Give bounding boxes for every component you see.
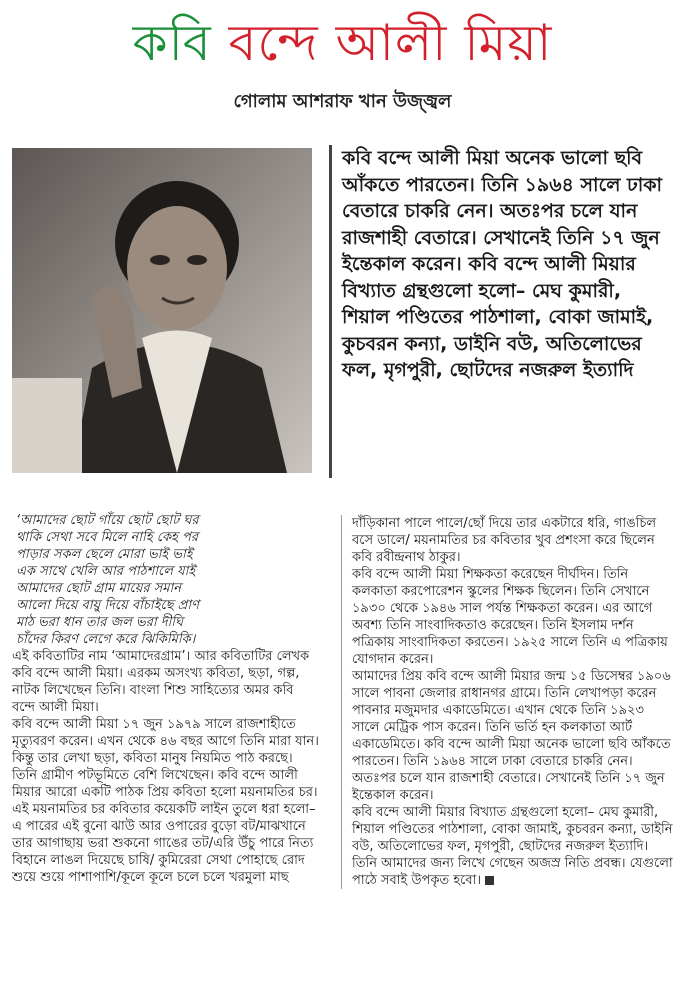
intro-highlight — [329, 145, 675, 478]
final-paragraph-text: কবি বন্দে আলী মিয়ার বিখ্যাত গ্রন্থগুলো হলো– মেঘ কুমারী, শিয়াল পণ্ডিতের পাঠশালা, বোকা জামাই, কুচবরন কন্যা, ডাইনি বউ, অতিলোভের ফল, মৃগপুরী, ছোটদের নজরুল ইত্যাদি। তিনি আমাদের জন্য লিখে গেছেন অজস্র নিতি প্রবন্ধ। যেগুলো পাঠে সবাই উপকৃত হবো। — [352, 805, 673, 888]
intro-text: কবি বন্দে আলী মিয়া অনেক ভালো ছবি আঁকতে পারতেন। তিনি ১৯৬৪ সালে ঢাকা বেতারে চাকরি নেন। অতঃপর চলে যান রাজশাহী বেতারে। সেখানেই তিনি ১৭ জুন ইন্তেকাল করেন। কবি বন্দে আলী মিয়ার বিখ্যাত গ্রন্থগুলো হলো– মেঘ কুমারী, শিয়াল পণ্ডিতের পাঠশালা, বোকা জামাই, কুচবরন কন্যা, ডাইনি বউ, অতিলোভের ফল, মৃগপুরী, ছোটদের নজরুল ইত্যাদি — [342, 147, 663, 381]
poem-line: পাড়ার সকল ছেলে মোরা ভাই ভাই — [16, 547, 193, 562]
poem-line: ‘আমাদের ছোট গাঁয়ে ছোট ছোট ঘর — [16, 513, 199, 528]
poem-line: মাঠ ভরা ধান তার জল ভরা দীঘি — [16, 615, 184, 630]
body-paragraph: এই কবিতাটির নাম ‘আমাদেরগ্রাম’। আর কবিতাটির লেখক কবি বন্দে আলী মিয়া। এরকম অসংখ্য কবিতা, ছড়া, গল্প, নাটক লিখেছেন তিনি। বাংলা শিশু সাহিত্যের অমর কবি বন্দে আলী মিয়া। — [12, 649, 310, 715]
left-column — [12, 512, 320, 886]
end-mark-icon — [485, 876, 494, 885]
body-paragraph: আমাদের প্রিয় কবি বন্দে আলী মিয়ার জন্ম ১৫ ডিসেম্বর ১৯০৬ সালে পাবনা জেলার রাধানগর গ্রামে। তিনি লেখাপড়া করেন পাবনার মজুমদার একাডেমিতে। এখান থেকে তিনি ১৯২৩ সালে মেট্রিক পাস করেন। তিনি ভর্তি হন কলকাতা আর্ট একাডেমিতে। কবি বন্দে আলী মিয়া অনেক ভালো ছবি আঁকতে পারতেন। তিনি ১৯৬৪ সালে ঢাকা বেতারে চাকরি নেন। অতঃপর চলে যান রাজশাহী বেতারে। সেখানেই তিনি ১৭ জুন ইন্তেকাল করেন। — [352, 669, 671, 803]
title-name: বন্দে আলী মিয়া — [228, 14, 553, 72]
right-column — [341, 515, 675, 889]
poem-line: থাকি সেথা সবে মিলে নাহি কেহ পর — [16, 530, 198, 545]
body-paragraph: কবি বন্দে আলী মিয়া শিক্ষকতা করেছেন দীর্ঘদিন। তিনি কলকাতা করপোরেশন স্কুলের শিক্ষক ছিলেন। তিনি সেখানে ১৯৩০ থেকে ১৯৪৬ সাল পর্যন্ত শিক্ষকতা করেন। এর আগে অবশ্য তিনি সাংবাদিকতাও করেছেন। তিনি ইসলাম দর্শন পত্রিকায় সাংবাদিকতা করতেন। ১৯২৫ সালে তিনি এ পত্রিকায় যোগদান করেন। — [352, 567, 668, 667]
poem-line: চাঁদের কিরণ লেগে করে ঝিকিমিকি। — [16, 632, 196, 647]
title-prefix: কবি — [132, 14, 229, 72]
portrait-photo-icon — [12, 148, 312, 473]
body-paragraph: কবি বন্দে আলী মিয়া ১৭ জুন ১৯৭৯ সালে রাজশাহীতে মৃত্যুবরণ করেন। এখন থেকে ৪৬ বছর আগে তিনি মারা যান। কিন্তু তার লেখা ছড়া, কবিতা মানুষ নিয়মিত পাঠ করছে। — [12, 717, 319, 766]
poem-line: এক সাথে খেলি আর পাঠশালে যাই — [16, 564, 196, 579]
body-paragraph: তিনি গ্রামীণ পটভূমিতে বেশি লিখেছেন। কবি বন্দে আলী মিয়ার আরো একটি পাঠক প্রিয় কবিতা হলো ময়নামতির চর। — [12, 768, 318, 800]
body-paragraph: দাঁড়িকানা পালে পালে/ছোঁ দিয়ে তার একটারে ধরি, গাঙচিল বসে ডালে/ ময়নামতির চর কবিতার খুব প্রশংসা করে ছিলেন কবি রবীন্দ্রনাথ ঠাকুর। — [352, 516, 657, 565]
article-title — [0, 8, 685, 78]
poem-excerpt — [16, 512, 320, 648]
byline: গোলাম আশরাফ খান উজ্জ্বল — [233, 91, 452, 112]
poem-line: আমাদের ছোট গ্রাম মায়ের সমান — [16, 581, 181, 596]
body-paragraph: এই ময়নামতির চর কবিতার কয়েকটি লাইন তুলে ধরা হলো– এ পারের এই বুনো ঝাউ আর ওপারের বুড়ো বট/মাঝখানে তার আগাছায় ভরা শুকনো গাঙের তট/এরি উঁচু পারে নিত্য বিহানে লাঙল দিয়েছে চাষি/ কুমিরেরা সেথা পোহাছে রোদ শুয়ে শুয়ে পাশাপাশি/কূলে কূলে চলে চলে খরমুলা মাছ — [12, 802, 316, 885]
poem-line: আলো দিয়ে বায়ু দিয়ে বাঁচাইছে প্রাণ — [16, 598, 200, 613]
body-paragraph — [352, 804, 675, 889]
